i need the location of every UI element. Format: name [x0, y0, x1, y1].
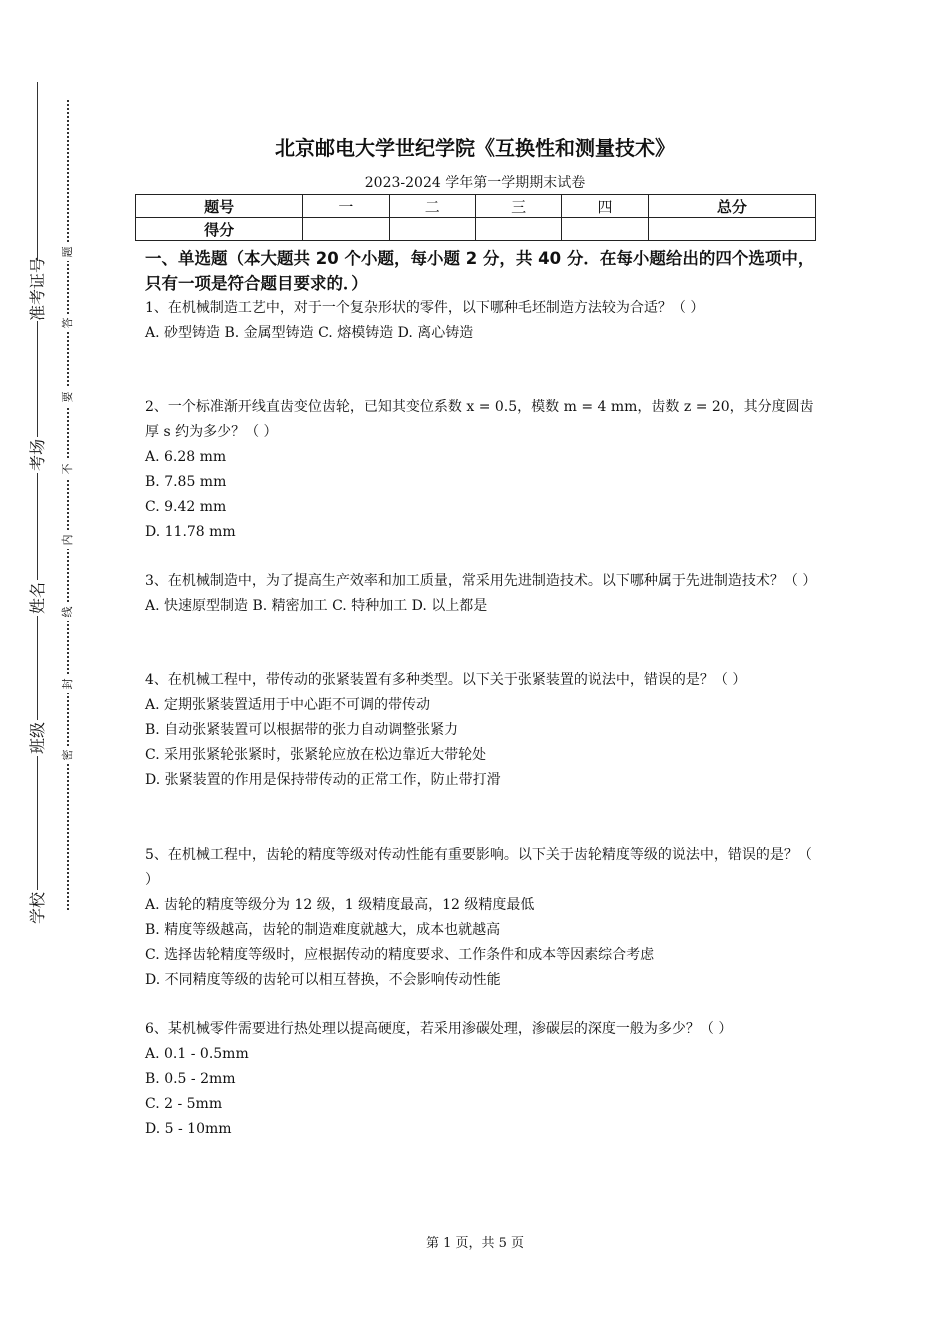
question-stem: 1、在机械制造工艺中，对于一个复杂形状的零件，以下哪种毛坯制造方法较为合适？（ ） — [145, 300, 705, 316]
score-cell: 总分 — [648, 195, 815, 218]
score-cell[interactable] — [389, 218, 475, 241]
exam-subtitle: 2023-2024 学年第一学期期末试卷 — [364, 175, 586, 191]
seal-char: 内 — [61, 531, 75, 549]
field-exam-number: 准考证号 — [28, 256, 47, 321]
field-school: 学校 — [28, 892, 47, 925]
score-cell[interactable] — [303, 218, 389, 241]
question-option: A. 6.28 mm — [145, 449, 227, 465]
exam-title: 北京邮电大学世纪学院《互换性和测量技术》 — [275, 136, 675, 160]
score-cell: 三 — [475, 195, 561, 218]
question-option: C. 9.42 mm — [145, 499, 227, 515]
question-option: B. 精度等级越高，齿轮的制造难度就越大，成本也就越高 — [145, 922, 501, 938]
score-cell: 得分 — [136, 218, 303, 241]
seal-char: 线 — [61, 603, 75, 621]
question-stem: 5、在机械工程中，齿轮的精度等级对传动性能有重要影响。以下关于齿轮精度等级的说法中，错误的是？（ ） — [145, 847, 812, 888]
question-option: A. 0.1 - 0.5mm — [145, 1046, 249, 1062]
question-option: A. 快速原型制造 B. 精密加工 C. 特种加工 D. 以上都是 — [145, 598, 488, 614]
question-option: D. 张紧装置的作用是保持带传动的正常工作，防止带打滑 — [145, 772, 501, 788]
seal-char: 不 — [61, 460, 75, 478]
binding-margin — [0, 0, 110, 1344]
field-class: 班级 — [28, 722, 47, 755]
field-exam-room: 考场 — [28, 439, 47, 472]
question-option: D. 11.78 mm — [145, 524, 236, 540]
question-option: B. 7.85 mm — [145, 474, 227, 490]
score-cell: 二 — [389, 195, 475, 218]
question-stem: 6、某机械零件需要进行热处理以提高硬度，若采用渗碳处理，渗碳层的深度一般为多少？（ ） — [145, 1021, 733, 1037]
section-heading: 一、单选题（本大题共 20 个小题，每小题 2 分，共 40 分．在每小题给出的四个选项中，只有一项是符合题目要求的．） — [145, 249, 815, 293]
seal-char: 题 — [61, 243, 75, 261]
question — [145, 668, 820, 793]
seal-dotted-line — [67, 100, 69, 910]
seal-char: 要 — [61, 388, 75, 406]
seal-char: 密 — [61, 746, 75, 764]
page-number: 第 1 页，共 5 页 — [425, 1236, 525, 1251]
question-option: D. 5 - 10mm — [145, 1121, 232, 1137]
question-option: C. 采用张紧轮张紧时，张紧轮应放在松边靠近大带轮处 — [145, 747, 487, 763]
question-option: C. 选择齿轮精度等级时，应根据传动的精度要求、工作条件和成本等因素综合考虑 — [145, 947, 655, 963]
seal-char: 答 — [61, 314, 75, 332]
score-cell[interactable] — [562, 218, 648, 241]
question-option: A. 砂型铸造 B. 金属型铸造 C. 熔模铸造 D. 离心铸造 — [145, 325, 474, 341]
question-stem: 3、在机械制造中，为了提高生产效率和加工质量，常采用先进制造技术。以下哪种属于先进制造技术？（ ） — [145, 573, 817, 589]
score-table-score-row — [136, 218, 816, 241]
question — [145, 296, 820, 346]
question — [145, 843, 820, 993]
question-option: B. 自动张紧装置可以根据带的张力自动调整张紧力 — [145, 722, 459, 738]
score-cell[interactable] — [475, 218, 561, 241]
question-option: C. 2 - 5mm — [145, 1096, 223, 1112]
score-table — [135, 194, 816, 241]
question — [145, 395, 820, 545]
score-cell: 一 — [303, 195, 389, 218]
question — [145, 1017, 820, 1142]
question-stem: 4、在机械工程中，带传动的张紧装置有多种类型。以下关于张紧装置的说法中，错误的是？（ ） — [145, 672, 747, 688]
field-name: 姓名 — [28, 582, 47, 615]
seal-char: 封 — [61, 675, 75, 693]
score-cell[interactable] — [648, 218, 815, 241]
question — [145, 569, 820, 619]
score-cell: 四 — [562, 195, 648, 218]
question-option: A. 定期张紧装置适用于中心距不可调的带传动 — [145, 697, 431, 713]
binding-line — [37, 82, 38, 918]
question-option: B. 0.5 - 2mm — [145, 1071, 236, 1087]
question-stem: 2、一个标准渐开线直齿变位齿轮，已知其变位系数 x = 0.5，模数 m = 4 mm，齿数 z = 20，其分度圆齿厚 s 约为多少？（ ） — [145, 399, 814, 440]
score-cell: 题号 — [136, 195, 303, 218]
score-table-header-row — [136, 195, 816, 218]
question-option: D. 不同精度等级的齿轮可以相互替换，不会影响传动性能 — [145, 972, 501, 988]
question-option: A. 齿轮的精度等级分为 12 级，1 级精度最高，12 级精度最低 — [145, 897, 535, 913]
